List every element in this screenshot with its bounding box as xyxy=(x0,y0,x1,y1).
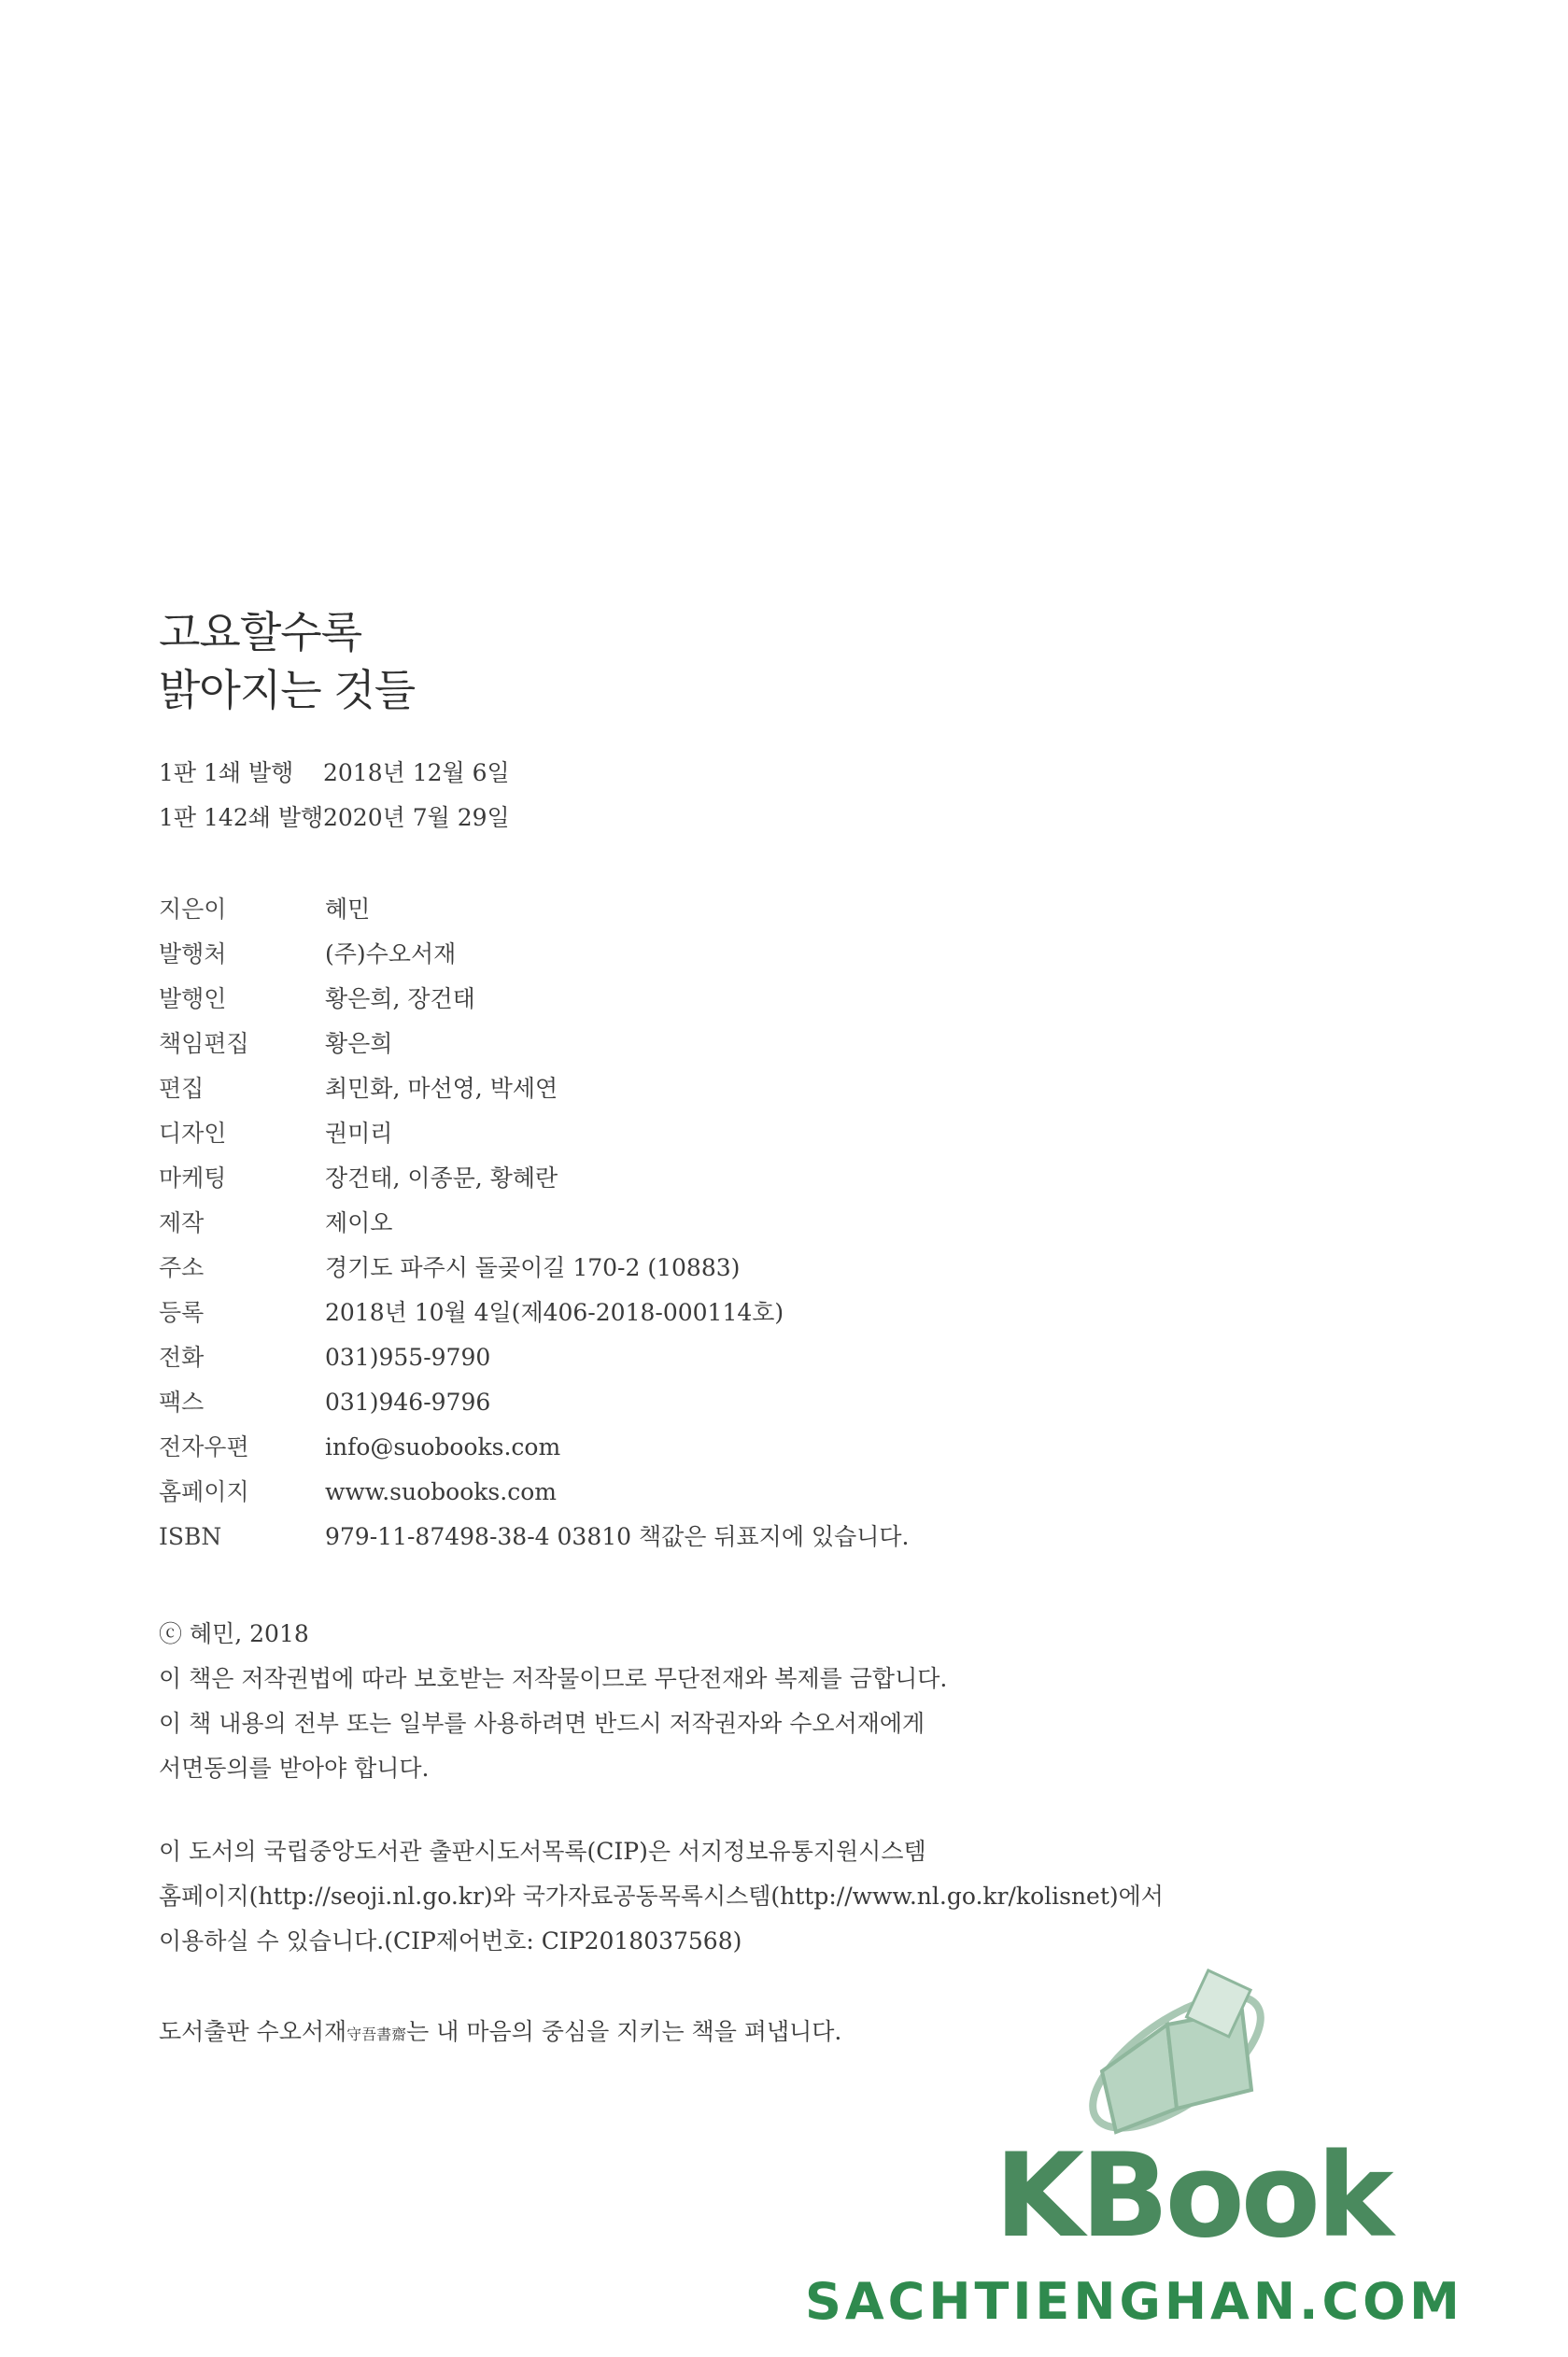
copyright-line: 서면동의를 받아야 합니다. xyxy=(159,1755,430,1782)
colophon-label: 편집 xyxy=(159,1075,205,1102)
colophon-row-editors xyxy=(159,1070,909,1115)
colophon-label: 지은이 xyxy=(159,896,227,923)
colophon-value: 2018년 10월 4일(제406-2018-000114호) xyxy=(325,1299,784,1326)
colophon-row-marketing xyxy=(159,1160,909,1205)
colophon-details xyxy=(159,891,909,1563)
colophon-label: 전화 xyxy=(159,1344,205,1371)
cip-notice xyxy=(159,1829,1164,1964)
motto-after: 는 내 마음의 중심을 지키는 책을 펴냅니다. xyxy=(406,2018,842,2045)
colophon-row-isbn xyxy=(159,1518,909,1563)
colophon-value: 혜민 xyxy=(325,896,371,923)
printing-row xyxy=(159,755,510,799)
colophon-row-homepage xyxy=(159,1474,909,1518)
printing-history xyxy=(159,755,510,844)
colophon-value: www.suobooks.com xyxy=(325,1478,557,1505)
colophon-value: (주)수오서재 xyxy=(325,940,457,967)
copyright-line: 이 책 내용의 전부 또는 일부를 사용하려면 반드시 저작권자와 수오서재에게 xyxy=(159,1710,925,1737)
publisher-motto xyxy=(159,2010,841,2057)
watermark-brand: KBook xyxy=(995,2129,1391,2264)
motto-hanja: 守吾書齋 xyxy=(346,2025,407,2043)
cip-line: 이용하실 수 있습니다.(CIP제어번호: CIP2018037568) xyxy=(159,1927,742,1955)
cip-line: 이 도서의 국립중앙도서관 출판시도서목록(CIP)은 서지정보유통지원시스템 xyxy=(159,1838,926,1865)
colophon-label: 책임편집 xyxy=(159,1030,249,1057)
colophon-label: 마케팅 xyxy=(159,1164,227,1192)
colophon-value: 979-11-87498-38-4 03810 책값은 뒤표지에 있습니다. xyxy=(325,1523,910,1550)
printing-row xyxy=(159,799,510,844)
colophon-value: 황은희 xyxy=(325,1030,393,1057)
colophon-value: 031)955-9790 xyxy=(325,1344,491,1371)
colophon-label: 발행인 xyxy=(159,985,227,1012)
colophon-row-registration xyxy=(159,1294,909,1339)
colophon-row-design xyxy=(159,1115,909,1160)
colophon-label: 주소 xyxy=(159,1254,205,1281)
colophon-label: 등록 xyxy=(159,1299,205,1326)
book-title xyxy=(159,603,415,719)
colophon-label: 홈페이지 xyxy=(159,1478,249,1505)
colophon-row-chief-editor xyxy=(159,1025,909,1070)
colophon-row-production xyxy=(159,1205,909,1249)
colophon-row-publisher xyxy=(159,936,909,981)
colophon-label: 전자우편 xyxy=(159,1433,249,1461)
motto-before: 도서출판 수오서재 xyxy=(159,2018,347,2045)
colophon-value: 권미리 xyxy=(325,1120,393,1147)
colophon-row-fax xyxy=(159,1384,909,1429)
colophon-row-author xyxy=(159,891,909,936)
book-title-line-2: 밝아지는 것들 xyxy=(159,665,416,715)
colophon-value: 황은희, 장건태 xyxy=(325,985,475,1012)
colophon-value: 031)946-9796 xyxy=(325,1389,491,1416)
colophon-value: 장건태, 이종문, 황혜란 xyxy=(325,1164,558,1192)
colophon-value: 제이오 xyxy=(325,1209,393,1236)
colophon-row-phone xyxy=(159,1339,909,1384)
colophon-label: 제작 xyxy=(159,1209,205,1236)
copyright-notice xyxy=(159,1612,947,1791)
colophon-value: 경기도 파주시 돌곶이길 170-2 (10883) xyxy=(325,1254,741,1281)
colophon-label: 팩스 xyxy=(159,1389,205,1416)
colophon-row-email xyxy=(159,1429,909,1474)
book-title-line-1: 고요할수록 xyxy=(159,607,362,657)
colophon-row-issuer xyxy=(159,981,909,1025)
printing-date: 2020년 7월 29일 xyxy=(323,804,510,831)
colophon-row-address xyxy=(159,1249,909,1294)
copyright-line: ⓒ 혜민, 2018 xyxy=(159,1620,309,1647)
copyright-line: 이 책은 저작권법에 따라 보호받는 저작물이므로 무단전재와 복제를 금합니다. xyxy=(159,1665,948,1692)
colophon-label: ISBN xyxy=(159,1523,222,1550)
colophon-value: info@suobooks.com xyxy=(325,1433,561,1461)
printing-label: 1판 142쇄 발행 xyxy=(159,804,324,831)
printing-label: 1판 1쇄 발행 xyxy=(159,759,294,786)
colophon-label: 디자인 xyxy=(159,1120,227,1147)
watermark-site: SACHTIENGHAN.COM xyxy=(805,2272,1463,2331)
cip-line: 홈페이지(http://seoji.nl.go.kr)와 국가자료공동목록시스템(http://www.nl.go.kr/kolisnet)에서 xyxy=(159,1883,1164,1910)
colophon-value: 최민화, 마선영, 박세연 xyxy=(325,1075,558,1102)
colophon-label: 발행처 xyxy=(159,940,227,967)
printing-date: 2018년 12월 6일 xyxy=(323,759,510,786)
